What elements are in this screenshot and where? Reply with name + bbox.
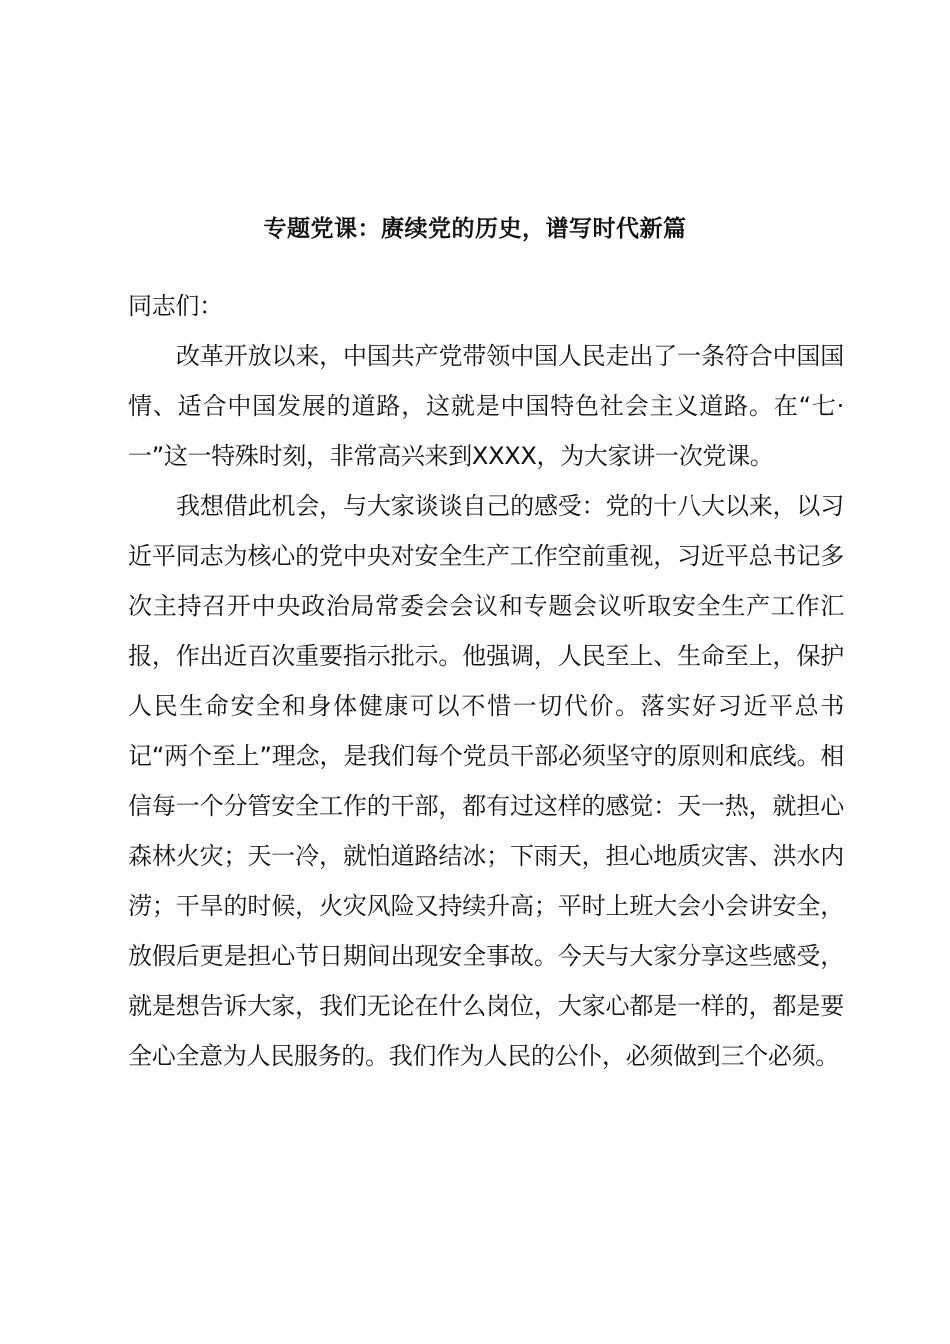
document-title: 专题党课：赓续党的历史，谱写时代新篇 — [263, 216, 687, 242]
salutation: 同志们： — [128, 292, 223, 320]
paragraph-1: 改革开放以来，中国共产党带领中国人民走出了一条符合中国国情、适合中国发展的道路，这就是中国特色社会主义道路。在“七·一”这一特殊时刻，非常高兴来到XXXX，为大家讲一次党课。 — [128, 342, 844, 470]
paragraph-2: 我想借此机会，与大家谈谈自己的感受：党的十八大以来，以习近平同志为核心的党中央对安全生产工作空前重视，习近平总书记多次主持召开中央政治局常委会会议和专题会议听取安全生产工作汇报，作出近百次重要指示批示。他强调，人民至上、生命至上，保护人民生命安全和身体健康可以不惜一切代价。落实好习近平总书记“两个至上”理念，是我们每个党员干部必须坚守的原则和底线。相信每一个分管安全工作的干部，都有过这样的感觉：天一热，就担心森林火灾；天一冷，就怕道路结冰；下雨天，担心地质灾害、洪水内涝；干旱的时候，火灾风险又持续升高；平时上班大会小会讲安全，放假后更是担心节日期间出现安全事故。今天与大家分享这些感受，就是想告诉大家，我们无论在什么岗位，大家心都是一样的，都是要全心全意为人民服务的。我们作为人民的公仆，必须做到三个必须。 — [128, 492, 844, 1070]
document-body — [128, 281, 844, 1081]
